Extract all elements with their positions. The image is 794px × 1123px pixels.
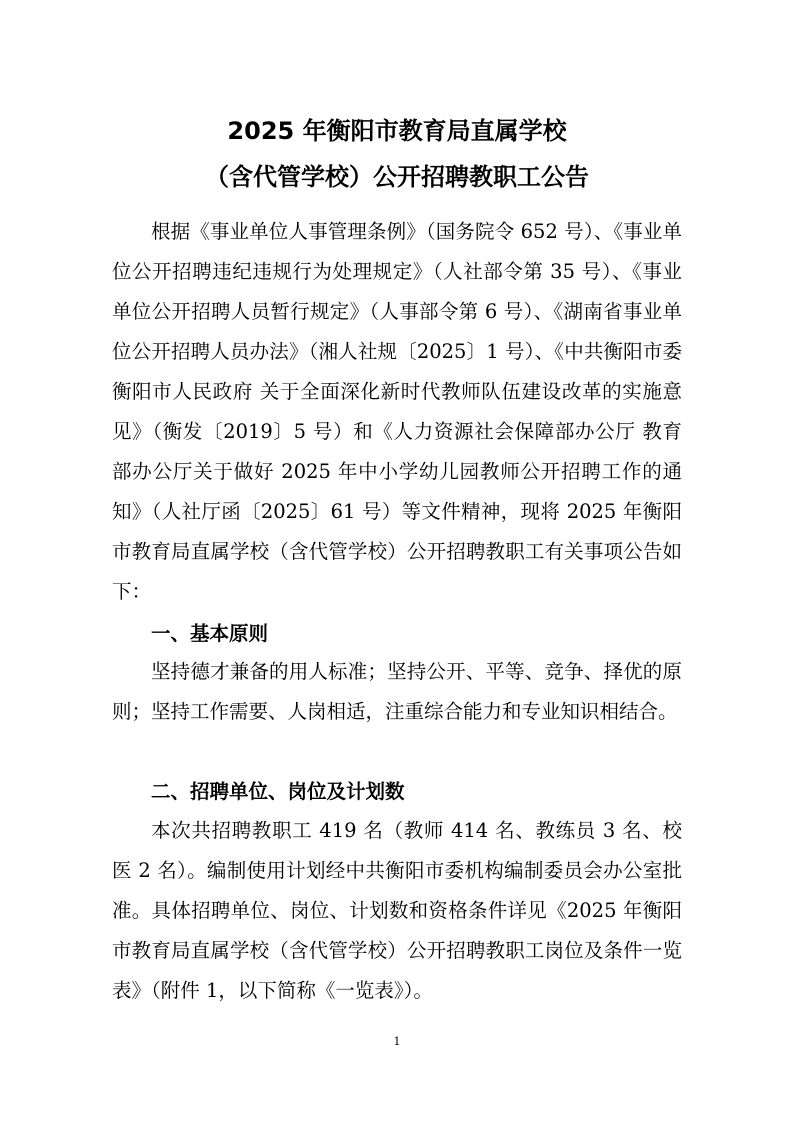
section-heading-recruitment-positions: 二、招聘单位、岗位及计划数: [151, 780, 405, 803]
section-paragraph-recruitment-positions: 本次共招聘教职工 419 名（教师 414 名、教练员 3 名、校医 2 名）。编制使用计划经中共衡阳市委机构编制委员会办公室批准。具体招聘单位、岗位、计划数和资格条件详见《2025 年衡阳市教育局直属学校（含代管学校）公开招聘教职工岗位及条件一览表》（附件 1，以下简称《一览表》）。: [112, 819, 682, 1002]
page-number: 1: [393, 1035, 401, 1048]
intro-paragraph: 根据《事业单位人事管理条例》（国务院令 652 号）、《事业单位公开招聘违纪违规行为处理规定》（人社部令第 35 号）、《事业单位公开招聘人员暂行规定》（人事部令第 6 号）、《湖南省事业单位公开招聘人员办法》（湘人社规〔2025〕1 号）、《中共衡阳市委 衡阳市人民政府 关于全面深化新时代教师队伍建设改革的实施意见》（衡发〔2019〕5 号）和《人力资源社会保障部办公厅 教育部办公厅关于做好 2025 年中小学幼儿园教师公开招聘工作的通知》（人社厅函〔2025〕61 号）等文件精神，现将 2025 年衡阳市教育局直属学校（含代管学校）公开招聘教职工有关事项公告如下：: [112, 220, 682, 603]
document-title-line-1: 2025 年衡阳市教育局直属学校: [227, 117, 567, 145]
section-heading-basic-principles: 一、基本原则: [151, 622, 269, 645]
section-paragraph-basic-principles: 坚持德才兼备的用人标准；坚持公开、平等、竞争、择优的原则；坚持工作需要、人岗相适，注重综合能力和专业知识相结合。: [112, 660, 682, 723]
document-title-line-2: （含代管学校）公开招聘教职工公告: [205, 163, 589, 191]
